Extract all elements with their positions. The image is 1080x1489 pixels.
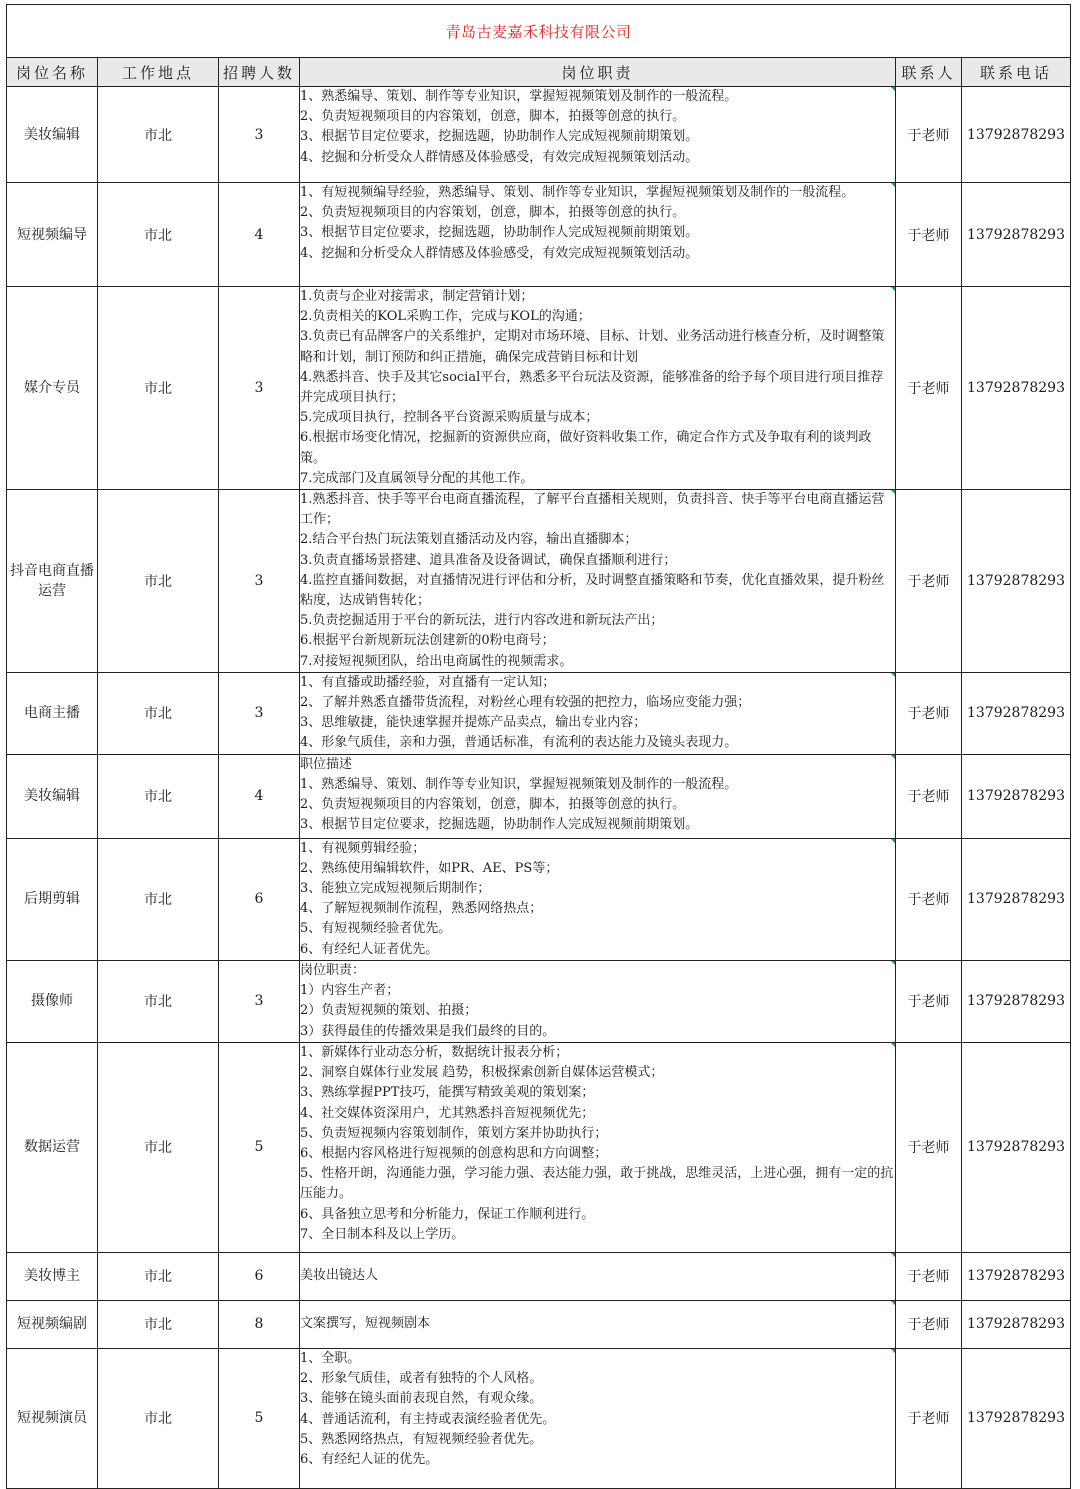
duty-cell [300, 1348, 896, 1488]
duty-line: 3、能够在镜头面前表现自然，有观众缘。 [300, 1391, 543, 1407]
position-cell: 数据运营 [7, 1042, 98, 1252]
count-cell: 6 [219, 838, 300, 960]
table-row [7, 1300, 1071, 1348]
duty-line: 3、根据节目定位要求，挖掘选题，协助制作人完成短视频前期策划。 [300, 817, 699, 833]
duty-line: 6、具备独立思考和分析能力，保证工作顺利进行。 [300, 1206, 595, 1222]
header-location: 工作地点 [98, 58, 219, 87]
location-cell: 市北 [98, 1348, 219, 1488]
duty-line: 6、根据内容风格进行短视频的创意构思和方向调整； [300, 1145, 608, 1161]
duty-line: 4、挖掘和分析受众人群情感及体验感受，有效完成短视频策划活动。 [300, 149, 699, 165]
contact-cell: 于老师 [896, 490, 962, 673]
duty-line: 1、新媒体行业动态分析，数据统计报表分析； [300, 1044, 569, 1060]
count-cell: 5 [219, 1042, 300, 1252]
duty-line: 5、有短视频经验者优先。 [300, 921, 452, 937]
position-cell: 媒介专员 [7, 287, 98, 490]
phone-cell: 13792878293 [962, 1348, 1071, 1488]
duty-line: 美妆出镜达人 [300, 1268, 379, 1284]
duty-line: 3、思维敏捷，能快速掌握并提炼产品卖点，输出专业内容； [300, 715, 647, 731]
title-row [7, 5, 1071, 58]
position-cell: 美妆编辑 [7, 754, 98, 838]
duty-line: 2）负责短视频的策划、拍摄； [300, 1003, 478, 1019]
duty-line: 2、负责短视频项目的内容策划，创意，脚本，拍摄等创意的执行。 [300, 205, 686, 221]
table-row [7, 183, 1071, 287]
phone-cell: 13792878293 [962, 183, 1071, 287]
position-cell: 摄像师 [7, 960, 98, 1042]
duty-line: 岗位职责： [300, 962, 366, 978]
contact-cell: 于老师 [896, 87, 962, 183]
duty-line: 1、有直播或助播经验，对直播有一定认知； [300, 674, 556, 690]
duty-cell [300, 1252, 896, 1300]
duty-line: 6.根据市场变化情况，挖掘新的资源供应商，做好资料收集工作，确定合作方式及争取有利的谈判政策。 [300, 430, 872, 466]
cell-marker-icon [891, 839, 895, 843]
duty-cell [300, 183, 896, 287]
position-cell: 短视频编剧 [7, 1300, 98, 1348]
cell-marker-icon [891, 1301, 895, 1305]
contact-cell: 于老师 [896, 183, 962, 287]
phone-cell: 13792878293 [962, 1300, 1071, 1348]
duty-line: 3、根据节目定位要求，挖掘选题，协助制作人完成短视频前期策划。 [300, 129, 699, 145]
duty-cell [300, 754, 896, 838]
location-cell: 市北 [98, 1300, 219, 1348]
position-cell: 短视频编导 [7, 183, 98, 287]
cell-marker-icon [891, 183, 895, 187]
count-cell: 3 [219, 87, 300, 183]
duty-line: 2、负责短视频项目的内容策划，创意，脚本，拍摄等创意的执行。 [300, 797, 686, 813]
duty-line: 5、熟悉网络热点，有短视频经验者优先。 [300, 1431, 543, 1447]
table-row [7, 960, 1071, 1042]
duty-line: 3）获得最佳的传播效果是我们最终的目的。 [300, 1023, 556, 1039]
duty-line: 1.熟悉抖音、快手等平台电商直播流程，了解平台直播相关规则，负责抖音、快手等平台电商直播运营工作； [300, 492, 885, 528]
table-row [7, 1348, 1071, 1488]
count-cell: 3 [219, 672, 300, 754]
duty-line: 5、性格开朗，沟通能力强，学习能力强、表达能力强，敢于挑战，思维灵活，上进心强，拥有一定的抗压能力。 [300, 1166, 894, 1202]
duty-line: 2、形象气质佳，或者有独特的个人风格。 [300, 1371, 543, 1387]
header-phone: 联系电话 [962, 58, 1071, 87]
table-row [7, 287, 1071, 490]
contact-cell: 于老师 [896, 1300, 962, 1348]
cell-marker-icon [891, 87, 895, 91]
cell-marker-icon [891, 961, 895, 965]
duty-line: 2.负责相关的KOL采购工作，完成与KOL的沟通； [300, 309, 591, 325]
contact-cell: 于老师 [896, 1348, 962, 1488]
duty-line: 1、有视频剪辑经验； [300, 840, 426, 856]
cell-marker-icon [891, 490, 895, 494]
duty-line: 2、洞察自媒体行业发展 趋势，积极探索创新自媒体运营模式； [300, 1065, 664, 1081]
duty-line: 2、负责短视频项目的内容策划，创意，脚本，拍摄等创意的执行。 [300, 109, 686, 125]
cell-marker-icon [891, 755, 895, 759]
table-row [7, 672, 1071, 754]
duty-line: 5.负责挖掘适用于平台的新玩法，进行内容改进和新玩法产出； [300, 613, 664, 629]
header-contact: 联系人 [896, 58, 962, 87]
cell-marker-icon [891, 673, 895, 677]
position-cell: 电商主播 [7, 672, 98, 754]
location-cell: 市北 [98, 1042, 219, 1252]
duty-line: 2、熟练使用编辑软件，如PR、AE、PS等； [300, 860, 559, 876]
duty-line: 4、社交媒体资深用户，尤其熟悉抖音短视频优先； [300, 1105, 595, 1121]
phone-cell: 13792878293 [962, 1252, 1071, 1300]
duty-line: 1）内容生产者； [300, 983, 400, 999]
duty-line: 4、了解短视频制作流程，熟悉网络热点； [300, 901, 543, 917]
duty-cell [300, 960, 896, 1042]
location-cell: 市北 [98, 1252, 219, 1300]
phone-cell: 13792878293 [962, 960, 1071, 1042]
cell-marker-icon [891, 1349, 895, 1353]
phone-cell: 13792878293 [962, 87, 1071, 183]
header-position: 岗位名称 [7, 58, 98, 87]
table-row [7, 838, 1071, 960]
header-count: 招聘人数 [219, 58, 300, 87]
duty-line: 5、负责短视频内容策划制作，策划方案并协助执行； [300, 1125, 608, 1141]
position-cell: 美妆编辑 [7, 87, 98, 183]
duty-line: 1、全职。 [300, 1350, 361, 1366]
duty-line: 1、有短视频编导经验，熟悉编导、策划、制作等专业知识，掌握短视频策划及制作的一般流程。 [300, 185, 855, 200]
duty-line: 3、熟练掌握PPT技巧，能撰写精致美观的策划案； [300, 1085, 595, 1101]
duty-line: 2.结合平台热门玩法策划直播活动及内容，输出直播脚本； [300, 532, 638, 548]
duty-line: 3、根据节目定位要求，挖掘选题，协助制作人完成短视频前期策划。 [300, 225, 699, 241]
duty-line: 4、挖掘和分析受众人群情感及体验感受，有效完成短视频策划活动。 [300, 245, 699, 261]
duty-line: 3.负责已有品牌客户的关系维护，定期对市场环境、目标、计划、业务活动进行核查分析，及时调整策略和计划，制订预防和纠正措施，确保完成营销目标和计划 [300, 329, 885, 365]
duty-line: 4.熟悉抖音、快手及其它social平台，熟悉多平台玩法及资源，能够准备的给予每个项目进行项目推荐并完成项目执行； [300, 369, 884, 406]
duty-line: 1.负责与企业对接需求，制定营销计划； [300, 289, 534, 304]
duty-line: 5.完成项目执行，控制各平台资源采购质量与成本； [300, 410, 599, 426]
phone-cell: 13792878293 [962, 672, 1071, 754]
position-cell: 后期剪辑 [7, 838, 98, 960]
position-cell: 抖音电商直播运营 [7, 490, 98, 673]
location-cell: 市北 [98, 960, 219, 1042]
duty-cell [300, 87, 896, 183]
count-cell: 3 [219, 960, 300, 1042]
contact-cell: 于老师 [896, 960, 962, 1042]
location-cell: 市北 [98, 183, 219, 287]
duty-line: 3.负责直播场景搭建、道具准备及设备调试，确保直播顺利进行； [300, 552, 677, 568]
count-cell: 3 [219, 490, 300, 673]
duty-line: 7、全日制本科及以上学历。 [300, 1226, 465, 1242]
location-cell: 市北 [98, 87, 219, 183]
location-cell: 市北 [98, 754, 219, 838]
header-row [7, 58, 1071, 87]
count-cell: 4 [219, 183, 300, 287]
phone-cell: 13792878293 [962, 490, 1071, 673]
table-row [7, 490, 1071, 673]
contact-cell: 于老师 [896, 1252, 962, 1300]
count-cell: 5 [219, 1348, 300, 1488]
duty-cell [300, 1042, 896, 1252]
cell-marker-icon [891, 1043, 895, 1047]
duty-line: 3、能独立完成短视频后期制作； [300, 881, 491, 897]
contact-cell: 于老师 [896, 754, 962, 838]
location-cell: 市北 [98, 838, 219, 960]
location-cell: 市北 [98, 672, 219, 754]
duty-line: 6、有经纪人证者优先。 [300, 941, 439, 957]
contact-cell: 于老师 [896, 838, 962, 960]
duty-cell [300, 287, 896, 490]
duty-line: 1、熟悉编导、策划、制作等专业知识，掌握短视频策划及制作的一般流程。 [300, 776, 738, 792]
count-cell: 8 [219, 1300, 300, 1348]
table-row [7, 87, 1071, 183]
table-row [7, 1042, 1071, 1252]
duty-line: 4、普通话流利，有主持或表演经验者优先。 [300, 1411, 556, 1427]
duty-line: 4.监控直播间数据，对直播情况进行评估和分析，及时调整直播策略和节奏，优化直播效果，提升粉丝粘度，达成销售转化； [300, 572, 885, 609]
location-cell: 市北 [98, 287, 219, 490]
cell-marker-icon [891, 1253, 895, 1257]
duty-line: 6.根据平台新规新玩法创建新的0粉电商号； [300, 633, 555, 649]
duty-line: 2、了解并熟悉直播带货流程，对粉丝心理有较强的把控力，临场应变能力强； [300, 695, 751, 711]
job-table [6, 4, 1071, 1489]
table-row [7, 1252, 1071, 1300]
header-duty: 岗位职责 [300, 58, 896, 87]
count-cell: 6 [219, 1252, 300, 1300]
position-cell: 美妆博主 [7, 1252, 98, 1300]
cell-marker-icon [891, 287, 895, 291]
table-row [7, 754, 1071, 838]
contact-cell: 于老师 [896, 287, 962, 490]
duty-line: 1、熟悉编导、策划、制作等专业知识，掌握短视频策划及制作的一般流程。 [300, 89, 738, 104]
contact-cell: 于老师 [896, 672, 962, 754]
duty-line: 文案撰写，短视频剧本 [300, 1316, 431, 1332]
position-cell: 短视频演员 [7, 1348, 98, 1488]
duty-line: 4、形象气质佳，亲和力强，普通话标准，有流利的表达能力及镜头表现力。 [300, 735, 738, 751]
phone-cell: 13792878293 [962, 754, 1071, 838]
duty-line: 6、有经纪人证的优先。 [300, 1451, 439, 1467]
location-cell: 市北 [98, 490, 219, 673]
duty-line: 职位描述 [300, 756, 353, 772]
contact-cell: 于老师 [896, 1042, 962, 1252]
duty-cell [300, 672, 896, 754]
duty-cell [300, 490, 896, 673]
duty-cell [300, 838, 896, 960]
duty-line: 7.对接短视频团队，给出电商属性的视频需求。 [300, 653, 573, 669]
duty-line: 7.完成部门及直属领导分配的其他工作。 [300, 470, 534, 486]
company-title: 青岛古麦嘉禾科技有限公司 [7, 5, 1071, 58]
phone-cell: 13792878293 [962, 1042, 1071, 1252]
duty-cell [300, 1300, 896, 1348]
count-cell: 4 [219, 754, 300, 838]
phone-cell: 13792878293 [962, 287, 1071, 490]
phone-cell: 13792878293 [962, 838, 1071, 960]
count-cell: 3 [219, 287, 300, 490]
